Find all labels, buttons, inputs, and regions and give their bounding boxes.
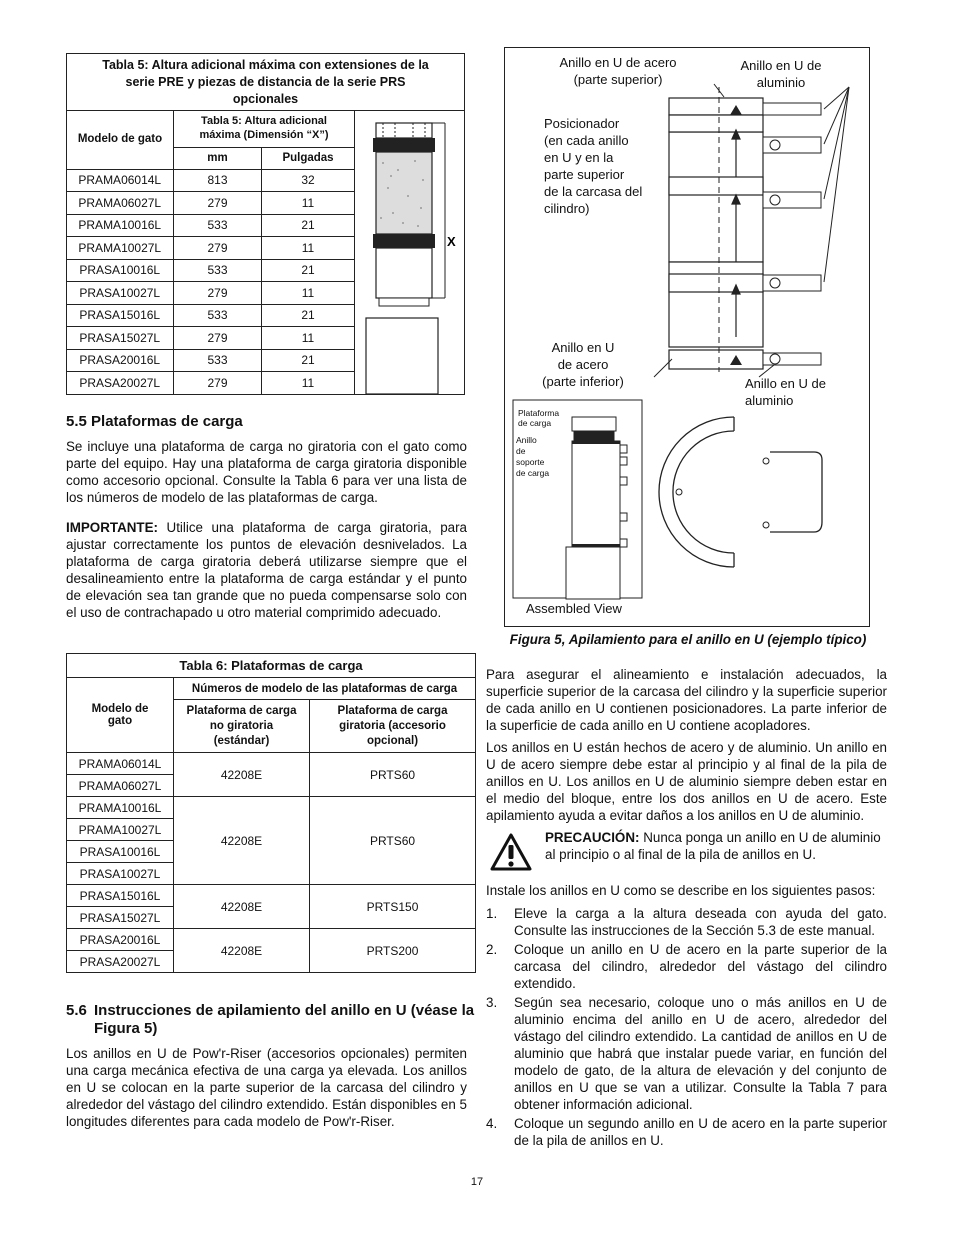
table5-col-height: Tabla 5: Altura adicional máxima (Dimensión “X”) bbox=[174, 110, 355, 147]
section55-title: 5.5 Plataformas de carga bbox=[66, 413, 243, 430]
label-positioner: Posicionador (en cada anillo en U y en la parte superior de la carcasa del cilindro) bbox=[544, 116, 643, 216]
table-cell-model: PRASA20016L bbox=[67, 929, 174, 951]
steps-intro: Instale los anillos en U como se describe en los siguientes pasos: bbox=[486, 883, 876, 898]
table-cell-mm: 533 bbox=[174, 349, 262, 372]
table-cell-mm: 279 bbox=[174, 192, 262, 215]
table-cell-model: PRASA15016L bbox=[67, 304, 174, 327]
table-row bbox=[67, 259, 355, 282]
figure5-caption: Figura 5, Apilamiento para el anillo en U (ejemplo típico) bbox=[509, 632, 867, 647]
section56-header bbox=[66, 1002, 476, 1038]
list-item bbox=[486, 905, 887, 939]
table-row bbox=[67, 885, 476, 907]
list-item bbox=[486, 994, 887, 1113]
step-number: 1. bbox=[486, 906, 498, 921]
table-cell-in: 21 bbox=[262, 304, 355, 327]
section56-para1: Los anillos en U de Pow'r-Riser (accesorios opcionales) permiten una carga mecánica efectiva de una carga ya elevada. Los anillos en U se colocan en la parte superior de la carcasa del cilindro y alrededor del vástago del cilindro extendido. Están disponibles en 5 longitudes diferentes para cada modelo de Pow'r-Riser. bbox=[66, 1046, 467, 1129]
table5-title: Tabla 5: Altura adicional máxima con extensiones de la serie PRE y piezas de distancia de la serie PRS opcionales bbox=[102, 58, 429, 106]
important-label: IMPORTANTE: bbox=[66, 520, 158, 535]
section56-title: Instrucciones de apilamiento del anillo en U (véase la Figura 5) bbox=[94, 1002, 475, 1037]
step-text: Coloque un segundo anillo en U de acero en la parte superior de la pila de anillos en U. bbox=[514, 1116, 887, 1148]
table-cell-in: 21 bbox=[262, 214, 355, 237]
table-cell-model: PRASA20027L bbox=[67, 372, 174, 395]
step-number: 2. bbox=[486, 942, 498, 957]
table-cell-opt: PRTS60 bbox=[310, 753, 476, 797]
table-cell-in: 21 bbox=[262, 259, 355, 282]
section56-number: 5.6 bbox=[66, 1002, 87, 1019]
table-row bbox=[67, 797, 476, 819]
table-cell-model: PRAMA10027L bbox=[67, 237, 174, 260]
table-cell-model: PRAMA10016L bbox=[67, 214, 174, 237]
table-cell-std: 42208E bbox=[174, 885, 310, 929]
table-cell-mm: 279 bbox=[174, 327, 262, 350]
important-text: Utilice una plataforma de carga giratoria, para ajustar correctamente los puntos de elevación desnivelados. La plataforma de carga giratoria deberá utilizarse siempre que el desalineamiento entre la plataforma de carga estándar y el punto de elevación sea tan grande que no pueda compensarse solo con el uso de contrachapado u otro material comprimido adecuado. bbox=[66, 520, 467, 620]
label-alu-bottom: Anillo en U de aluminio bbox=[745, 376, 826, 408]
extension-drawing bbox=[363, 118, 463, 394]
table6-col-numbers: Números de modelo de las plataformas de carga bbox=[174, 678, 476, 700]
right-para1: Para asegurar el alineamiento e instalación adecuados, la superficie superior de la carcasa del cilindro y la superficie superior de cada anillo en U contienen posicionadores. La parte inferior de la superficie de cada anillo en U contiene acopladores. bbox=[486, 667, 887, 733]
list-item bbox=[486, 1115, 887, 1149]
label-support-ring: Anillo de soporte de carga bbox=[516, 435, 550, 478]
table-row bbox=[67, 237, 355, 260]
table5-frame bbox=[66, 53, 465, 395]
table-cell-in: 11 bbox=[262, 372, 355, 395]
table-cell-model: PRASA15016L bbox=[67, 885, 174, 907]
table-cell-mm: 279 bbox=[174, 282, 262, 305]
page-number: 17 bbox=[470, 1176, 484, 1188]
table-cell-mm: 533 bbox=[174, 304, 262, 327]
table-row bbox=[67, 214, 355, 237]
caution-label: PRECAUCIÓN: bbox=[545, 830, 640, 845]
table-cell-in: 21 bbox=[262, 349, 355, 372]
step-text: Eleve la carga a la altura deseada con ayuda del gato. Consulte las instrucciones de la Sección 5.3 de este manual. bbox=[514, 906, 887, 938]
section55-important bbox=[66, 519, 467, 621]
table-cell-std: 42208E bbox=[174, 929, 310, 973]
table5-col-mm: mm bbox=[174, 147, 262, 169]
table-row bbox=[67, 192, 355, 215]
table6-title: Tabla 6: Plataformas de carga bbox=[67, 654, 476, 678]
table-cell-in: 11 bbox=[262, 327, 355, 350]
table-row bbox=[67, 327, 355, 350]
table-cell-model: PRASA20016L bbox=[67, 349, 174, 372]
table-cell-mm: 279 bbox=[174, 372, 262, 395]
table-cell-model: PRAMA06014L bbox=[67, 753, 174, 775]
steps-list bbox=[486, 905, 887, 1151]
table6-col-opt: Plataforma de carga giratoria (accesorio opcional) bbox=[310, 700, 476, 753]
table-row bbox=[67, 304, 355, 327]
table-cell-model: PRASA15027L bbox=[67, 907, 174, 929]
label-steel-bottom: Anillo en U de acero (parte inferior) bbox=[542, 340, 624, 389]
table-cell-model: PRASA10027L bbox=[67, 863, 174, 885]
step-number: 4. bbox=[486, 1116, 498, 1131]
step-text: Coloque un anillo en U de acero en la parte superior de la carcasa del cilindro, alrededor del vástago del cilindro extendido. bbox=[514, 942, 887, 991]
table5-col-in: Pulgadas bbox=[262, 147, 355, 169]
table6-col-std: Plataforma de carga no giratoria (estándar) bbox=[174, 700, 310, 753]
label-steel-top: Anillo en U de acero (parte superior) bbox=[559, 55, 677, 87]
section55-para1: Se incluye una plataforma de carga no giratoria con el gato como parte del equipo. Hay una plataforma de carga giratoria disponible como accesorio opcional. Consulte la Tabla 6 para ver una lista de los números de modelo de las plataformas de carga. bbox=[66, 439, 467, 505]
table-cell-model: PRAMA10027L bbox=[67, 819, 174, 841]
table-row bbox=[67, 349, 355, 372]
table-cell-model: PRAMA06014L bbox=[67, 169, 174, 192]
table5-col-model: Modelo de gato bbox=[67, 110, 174, 169]
table-row bbox=[67, 372, 355, 395]
table-cell-model: PRASA10027L bbox=[67, 282, 174, 305]
table-cell-model: PRASA15027L bbox=[67, 327, 174, 350]
caution-body: Nunca ponga un anillo en U de aluminio al principio o al final de la pila de anillos en U. bbox=[545, 830, 881, 862]
warning-icon bbox=[489, 832, 533, 872]
label-alu-top: Anillo en U de aluminio bbox=[740, 58, 822, 90]
table6 bbox=[66, 653, 476, 973]
table-cell-model: PRASA10016L bbox=[67, 841, 174, 863]
step-text: Según sea necesario, coloque uno o más anillos en U de aluminio encima del anillo en U de acero, alrededor del vástago del cilindro extendido. La cantidad de anillos en U de aluminio que habrá que instalar puede variar, en función del modelo de gato, de la altura de elevación y del conjunto de anillos en U que se van a utilizar. Consulte la Tabla 7 para obtener información adicional. bbox=[514, 995, 887, 1112]
table-cell-model: PRAMA06027L bbox=[67, 192, 174, 215]
x-dimension-label: X bbox=[447, 234, 456, 249]
table-cell-model: PRASA20027L bbox=[67, 951, 174, 973]
table-cell-in: 11 bbox=[262, 282, 355, 305]
assembled-view-label: Assembled View bbox=[526, 601, 622, 616]
right-para2: Los anillos en U están hechos de acero y de aluminio. Un anillo en U de acero siempre debe estar al principio y al final de la pila de anillos en U. Los anillos en U de aluminio siempre deben estar en el medio del bloque, entre los dos anillos en U de acero. Este apilamiento ayuda a evitar daños a los anillos en U de aluminio. bbox=[486, 740, 887, 823]
table-row bbox=[67, 282, 355, 305]
list-item bbox=[486, 941, 887, 992]
caution-text bbox=[545, 829, 890, 863]
table-cell-mm: 279 bbox=[174, 237, 262, 260]
table-cell-model: PRAMA06027L bbox=[67, 775, 174, 797]
table5 bbox=[66, 110, 355, 395]
table-cell-in: 32 bbox=[262, 169, 355, 192]
table-row bbox=[67, 929, 476, 951]
table-cell-model: PRASA10016L bbox=[67, 259, 174, 282]
table-cell-model: PRAMA10016L bbox=[67, 797, 174, 819]
table6-col-model: Modelo de gato bbox=[67, 678, 174, 753]
table-cell-mm: 533 bbox=[174, 259, 262, 282]
table-cell-opt: PRTS200 bbox=[310, 929, 476, 973]
table-cell-opt: PRTS150 bbox=[310, 885, 476, 929]
table-cell-std: 42208E bbox=[174, 753, 310, 797]
step-number: 3. bbox=[486, 995, 498, 1010]
table-row bbox=[67, 753, 476, 775]
table-cell-in: 11 bbox=[262, 237, 355, 260]
table-cell-opt: PRTS60 bbox=[310, 797, 476, 885]
table-cell-mm: 533 bbox=[174, 214, 262, 237]
table-cell-in: 11 bbox=[262, 192, 355, 215]
table-row bbox=[67, 169, 355, 192]
table-cell-mm: 813 bbox=[174, 169, 262, 192]
table-cell-std: 42208E bbox=[174, 797, 310, 885]
label-platform: Plataforma de carga bbox=[518, 408, 560, 428]
